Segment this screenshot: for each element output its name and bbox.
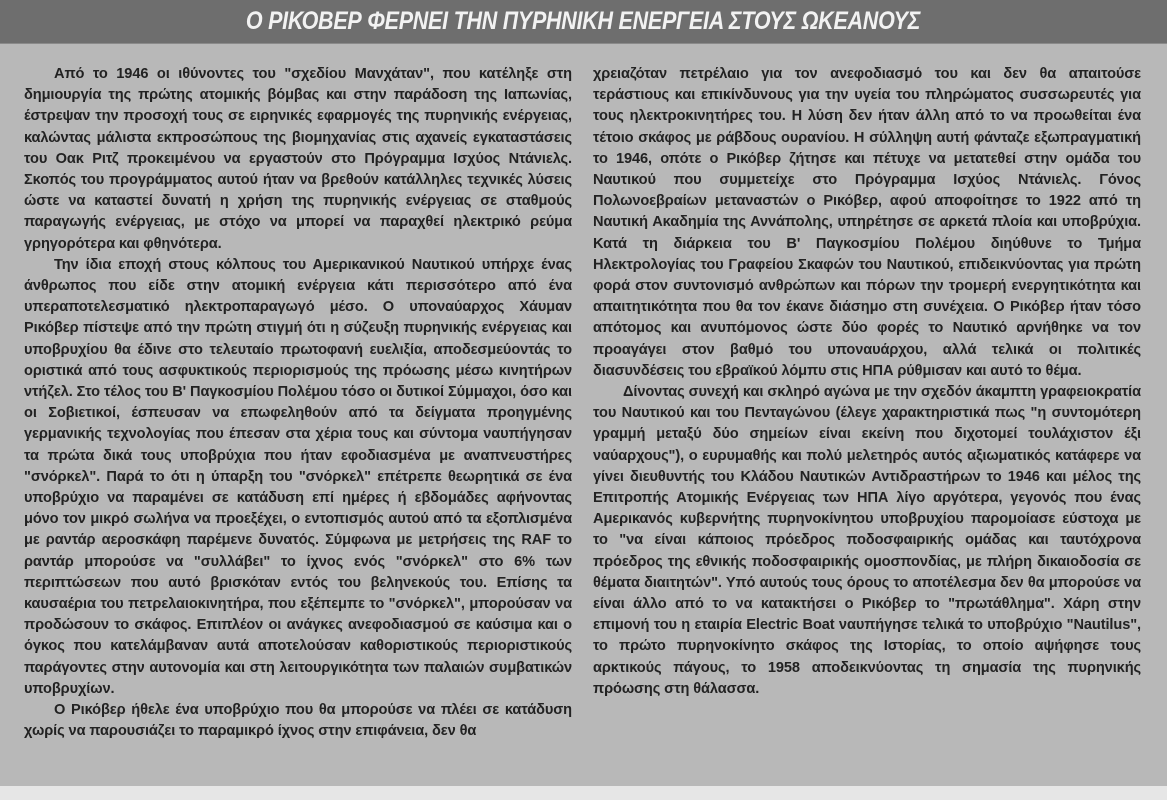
- paragraph: Την ίδια εποχή στους κόλπους του Αμερικανικού Ναυτικού υπήρχε ένας άνθρωπος που είδε στην ατομική ενέργεια κάτι περισσότερο από ένα υπεραποτελεσματικό ηλεκτροπαραγωγό μέσο. Ο υποναύαρχος Χάυμαν Ρικόβερ πίστεψε από την πρώτη στιγμή ότι η σύζευξη πυρηνικής ενέργειας και υποβρυχίου θα έδινε στο τελευταίο πρωτοφανή ευελιξία, αποδεσμεύοντάς το οριστικά από τους ασφυκτικούς περιορισμούς της πρόωσης μέσω κινητήρων ντήζελ. Στο τέλος του Β' Παγκοσμίου Πολέμου τόσο οι δυτικοί Σύμμαχοι, όσο και οι Σοβιετικοί, έσπευσαν να επωφεληθούν από τα δείγματα προηγμένης γερμανικής τεχνολογίας που έπεσαν στα χέρια τους και σύντομα ναυπήγησαν τα πρώτα δικά τους υποβρύχια που ήταν εφοδιασμένα με αναπνευστήρες "σνόρκελ". Παρά το ότι η ύπαρξη του "σνόρκελ" επέτρεπε θεωρητικά σε ένα υποβρύχιο να παραμένει σε κατάδυση επί ημέρες ή εβδομάδες αφήνοντας μόνο τον μικρό σωλήνα να προεξέχει, ο εντοπισμός αυτού από τα εξοπλισμένα με ραντάρ αεροσκάφη παρέμενε δυνατός. Σύμφωνα με μετρήσεις της RAF το ραντάρ μπορούσε να "συλλάβει" το ίχνος ενός "σνόρκελ" στο 6% των περιπτώσεων που αυτό βρισκόταν εντός του βεληνεκούς του. Επίσης τα καυσαέρια του πετρελαιοκινητήρα, που εξέπεμπε το "σνόρκελ", μπορούσαν να προδώσουν το σκάφος. Επιπλέον οι ανάγκες ανεφοδιασμού σε καύσιμα και ο όγκος που κατελάμβαναν αυτά αποτελούσαν καθοριστικούς περιοριστικούς παράγοντες στην αυτονομία και στη λειτουργικότητα των παλαιών συμβατικών υποβρυχίων.: [24, 256, 572, 697]
- right-column: [593, 64, 1141, 700]
- left-column: [24, 64, 572, 743]
- page-bottom-margin: [0, 786, 1167, 800]
- paragraph: Ο Ρικόβερ ήθελε ένα υποβρύχιο που θα μπορούσε να πλέει σε κατάδυση χωρίς να παρουσιάζει το παραμικρό ίχνος στην επιφάνεια, δεν θα: [24, 702, 572, 740]
- paragraph-continued: χρειαζόταν πετρέλαιο για τον ανεφοδιασμό του και δεν θα απαιτούσε τεράστιους και επικίνδυνους για την υγεία του πληρώματος συσσωρευτές για τους ηλεκτροκινητήρες του. Η λύση δεν ήταν άλλη από το να προωθείται ένα τέτοιο σκάφος με ράβδους ουρανίου. Η σύλληψη αυτή φάνταζε εξωπραγματική το 1946, οπότε ο Ρικόβερ ζήτησε και πέτυχε να μετατεθεί στην ομάδα του Ναυτικού που συμμετείχε στο Πρόγραμμα Ισχύος Ντάνιελς. Γόνος Πολωνοεβραίων μεταναστών ο Ρικόβερ, αφού αποφοίτησε το 1922 από τη Ναυτική Ακαδημία της Αννάπολης, υπηρέτησε σε αρκετά πλοία και υποβρύχια. Κατά τη διάρκεια του Β' Παγκοσμίου Πολέμου διηύθυνε το Τμήμα Ηλεκτρολογίας του Γραφείου Σκαφών του Ναυτικού, επιδεικνύοντας για πρώτη φορά στον συντονισμό ανθρώπων και πόρων την τρομερή ενεργητικότητα και απαιτητικότητα που θα τον έκανε διάσημο στη συνέχεια. Ο Ρικόβερ ήταν τόσο απότομος και ανυπόμονος ώστε δύο φορές το Ναυτικό αρνήθηκε να τον προαγάγει στον βαθμό του υποναυάρχου, αλλά τελικά οι πολιτικές διασυνδέσεις του εβραϊκού λόμπυ στις ΗΠΑ ρύθμισαν και αυτό το θέμα.: [593, 66, 1141, 379]
- paragraph: Από το 1946 οι ιθύνοντες του "σχεδίου Μανχάταν", που κατέληξε στη δημιουργία της πρώτης ατομικής βόμβας και στην παράδοση της Ιαπωνίας, έστρεψαν την προσοχή τους σε ειρηνικές εφαρμογές της πυρηνικής ενέργειας, καλώντας μάλιστα εκπροσώπους της βιομηχανίας στις αχανείς εγκαταστάσεις του Οακ Ριτζ προκειμένου να εργαστούν στο Πρόγραμμα Ισχύος Ντάνιελς. Σκοπός του προγράμματος αυτού ήταν να βρεθούν κατάλληλες τεχνικές λύσεις ώστε να καταστεί δυνατή η χρήση της πυρηνικής ενέργειας σε σταθμούς παραγωγής ενέργειας, με στόχο να μπορεί να παραχθεί ηλεκτρικό ρεύμα γρηγορότερα και φθηνότερα.: [24, 66, 572, 252]
- article-title: Ο ΡΙΚΟΒΕΡ ΦΕΡΝΕΙ ΤΗΝ ΠΥΡΗΝΙΚΗ ΕΝΕΡΓΕΙΑ ΣΤΟΥΣ ΩΚΕΑΝΟΥΣ: [246, 7, 921, 35]
- title-bar: [0, 0, 1167, 44]
- paragraph: Δίνοντας συνεχή και σκληρό αγώνα με την σχεδόν άκαμπτη γραφειοκρατία του Ναυτικού και του Πενταγώνου (έλεγε χαρακτηριστικά πως "η συντομότερη γραμμή μεταξύ δύο σημείων είναι εκείνη που διχοτομεί τουλάχιστον έξι ναύαρχους"), ο ευρυμαθής και πολύ μελετηρός αυτός αξιωματικός κατάφερε να γίνει διευθυντής του Κλάδου Ναυτικών Αντιδραστήρων το 1946 και μέλος της Επιτροπής Ατομικής Ενέργειας των ΗΠΑ λίγο αργότερα, γεγονός που ένας Αμερικανός κυβερνήτης πυρηνοκίνητου υποβρυχίου παρομοίασε εύστοχα με το "να είναι κάποιος πρόεδρος ποδοσφαιρικής ομάδας και ταυτόχρονα πρόεδρος της εθνικής ποδοσφαιρικής ομοσπονδίας, με πλήρη δικαιοδοσία σε θέματα διαιτητών". Υπό αυτούς τους όρους το αποτέλεσμα δεν θα μπορούσε να είναι άλλο από το να κατακτήσει ο Ρικόβερ το "πρωτάθλημα". Χάρη στην επιμονή του η εταιρία Electric Boat ναυπήγησε τελικά το υποβρύχιο "Nautilus", το πρώτο πυρηνοκίνητο σκάφος της Ιστορίας, το οποίο αψήφησε τους αρκτικούς πάγους, το 1958 αποδεικνύοντας τη σημασία της πυρηνικής πρόωσης στη θάλασσα.: [593, 384, 1141, 697]
